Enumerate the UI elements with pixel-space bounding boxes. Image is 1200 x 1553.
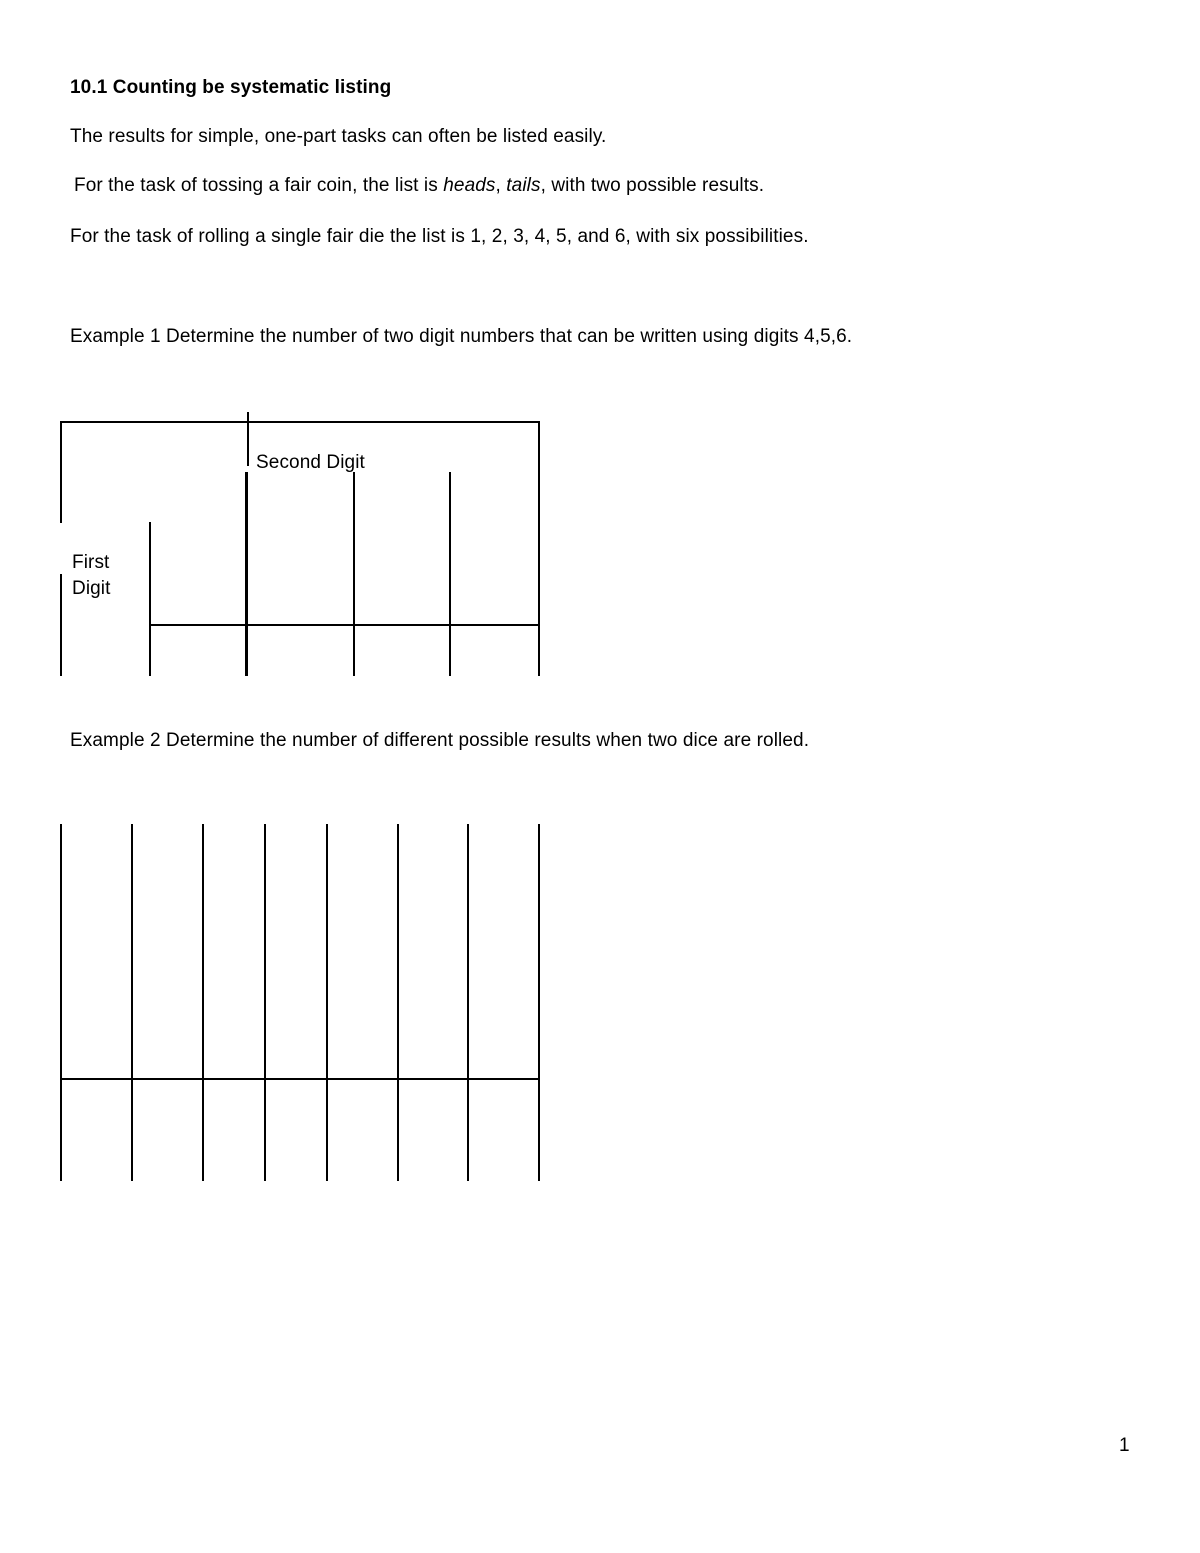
grid1-right-border (538, 421, 540, 676)
grid1-first-digit-divider (149, 522, 151, 676)
second-digit-label: Second Digit (256, 452, 365, 473)
grid2-column-line-6 (397, 824, 399, 1181)
example1-paragraph: Example 1 Determine the number of two digit numbers that can be written using digits 4,5,6. (70, 326, 853, 347)
grid2-row-line (60, 1078, 539, 1080)
coin-paragraph (74, 174, 764, 198)
grid2-column-line-7 (467, 824, 469, 1181)
grid2-column-line-1 (60, 824, 62, 1181)
example2-paragraph: Example 2 Determine the number of different possible results when two dice are rolled. (70, 730, 810, 751)
first-digit-label-line2: Digit (72, 578, 111, 599)
grid2-column-line-2 (131, 824, 133, 1181)
grid1-left-border-lower (60, 574, 62, 676)
intro-paragraph: The results for simple, one-part tasks can often be listed easily. (70, 126, 607, 147)
coin-text-before: For the task of tossing a fair coin, the list is (74, 175, 444, 196)
grid2-column-line-8 (538, 824, 540, 1181)
coin-comma: , (495, 175, 507, 196)
coin-heads: heads (443, 175, 496, 196)
coin-text-after: , with two possible results. (540, 175, 765, 196)
grid1-column-line-2 (353, 472, 355, 676)
first-digit-label-line1: First (72, 552, 110, 573)
die-paragraph: For the task of rolling a single fair die the list is 1, 2, 3, 4, 5, and 6, with six possibilities. (70, 226, 809, 247)
grid1-second-digit-divider (245, 472, 248, 676)
grid2-column-line-5 (326, 824, 328, 1181)
grid1-top-border (60, 421, 539, 423)
grid2-column-line-4 (264, 824, 266, 1181)
coin-tails: tails (506, 175, 541, 196)
grid1-top-tick (247, 412, 249, 466)
section-title: 10.1 Counting be systematic listing (70, 77, 392, 98)
grid1-column-line-3 (449, 472, 451, 676)
grid1-row-line (149, 624, 539, 626)
grid2-column-line-3 (202, 824, 204, 1181)
page-number: 1 (1119, 1435, 1130, 1456)
grid1-left-border-upper (60, 421, 62, 523)
